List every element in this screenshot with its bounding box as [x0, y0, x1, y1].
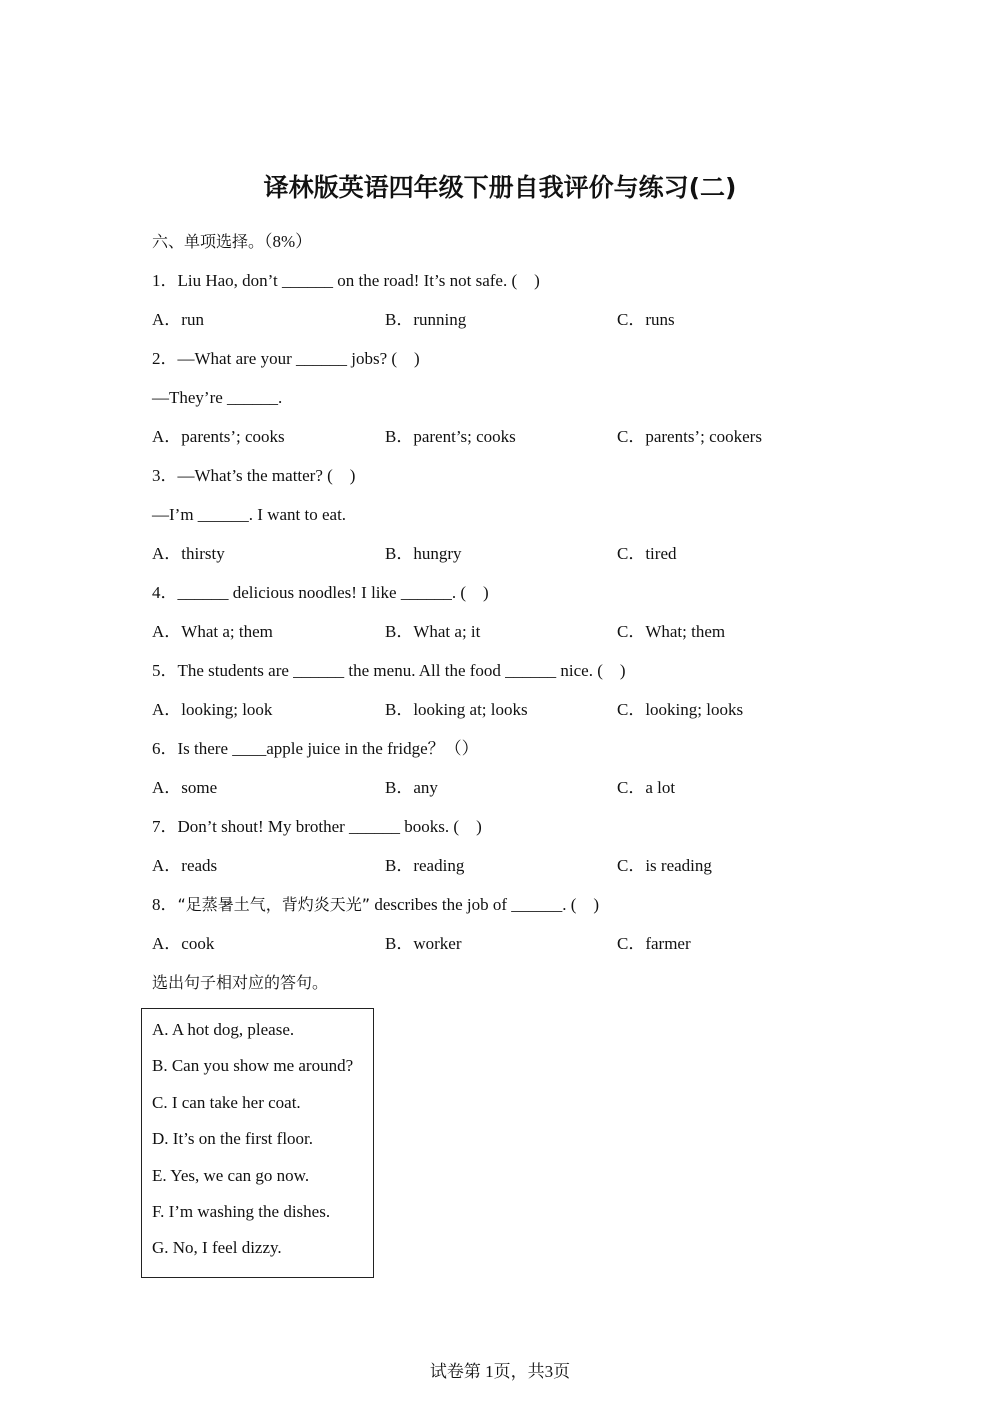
page-title: 译林版英语四年级下册自我评价与练习(二): [263, 173, 737, 202]
question-2-option-a: A．parents’; cooks: [152, 427, 285, 446]
answer-g: G. No, I feel dizzy.: [152, 1238, 282, 1257]
answer-c: C. I can take her coat.: [152, 1093, 301, 1112]
question-5-option-b: B．looking at; looks: [385, 700, 528, 719]
question-5-option-c: C．looking; looks: [617, 700, 744, 719]
question-6-option-c: C．a lot: [617, 778, 676, 797]
question-8-option-c: C．farmer: [617, 934, 691, 953]
question-6-option-a: A．some: [152, 778, 218, 797]
question-4-stem: 4．______ delicious noodles! I like ______. ( ): [152, 583, 489, 602]
question-3-option-a: A．thirsty: [152, 544, 225, 563]
section-heading-text: 六、单项选择。: [152, 232, 265, 251]
question-2-option-b: B．parent’s; cooks: [385, 427, 516, 446]
question-6-option-b: B．any: [385, 778, 438, 797]
question-8-stem: [152, 894, 599, 916]
question-8-text: describes the job of ______. ( ): [370, 895, 600, 914]
question-8-quote: “足蒸暑土气，背灼炎天光”: [177, 895, 371, 914]
question-7-stem: 7．Don’t shout! My brother ______ books. ( ): [152, 817, 482, 836]
question-3-option-b: B．hungry: [385, 544, 462, 563]
question-7-option-a: A．reads: [152, 856, 218, 875]
question-8-number: 8．: [152, 895, 178, 914]
question-1-stem: 1．Liu Hao, don’t ______ on the road! It’s not safe. ( ): [152, 271, 540, 290]
section-heading: [152, 231, 312, 253]
answer-b: B. Can you show me around?: [152, 1056, 354, 1075]
question-3-stem: 3．—What’s the matter? ( ): [152, 466, 356, 485]
question-8-option-b: B．worker: [385, 934, 462, 953]
question-7-option-b: B．reading: [385, 856, 465, 875]
question-5-option-a: A．looking; look: [152, 700, 273, 719]
question-3-response: —I’m ______. I want to eat.: [152, 505, 347, 524]
question-3-option-c: C．tired: [617, 544, 677, 563]
question-2-response: —They’re ______.: [152, 388, 283, 407]
answer-d: D. It’s on the first floor.: [152, 1129, 314, 1148]
answer-box: [141, 1008, 374, 1278]
question-4-option-c: C．What; them: [617, 622, 726, 641]
answer-e: E. Yes, we can go now.: [152, 1166, 310, 1185]
question-2-option-c: C．parents’; cookers: [617, 427, 762, 446]
answer-a: A. A hot dog, please.: [152, 1020, 295, 1039]
question-2-stem: 2．—What are your ______ jobs? ( ): [152, 349, 420, 368]
question-6-stem: 6．Is there ____apple juice in the fridge？（）: [152, 739, 479, 758]
match-instruction: 选出句子相对应的答句。: [152, 973, 329, 992]
question-5-stem: 5．The students are ______ the menu. All the food ______ nice. ( ): [152, 661, 626, 680]
answer-f: F. I’m washing the dishes.: [152, 1202, 331, 1221]
question-1-option-c: C．runs: [617, 310, 675, 329]
question-4-option-a: A．What a; them: [152, 622, 273, 641]
page-footer: 试卷第 1页，共3页: [429, 1362, 571, 1381]
question-8-option-a: A．cook: [152, 934, 215, 953]
question-1-option-a: A．run: [152, 310, 204, 329]
question-1-option-b: B．running: [385, 310, 467, 329]
question-7-option-c: C．is reading: [617, 856, 712, 875]
question-4-option-b: B．What a; it: [385, 622, 481, 641]
section-score: （8%）: [264, 232, 313, 251]
